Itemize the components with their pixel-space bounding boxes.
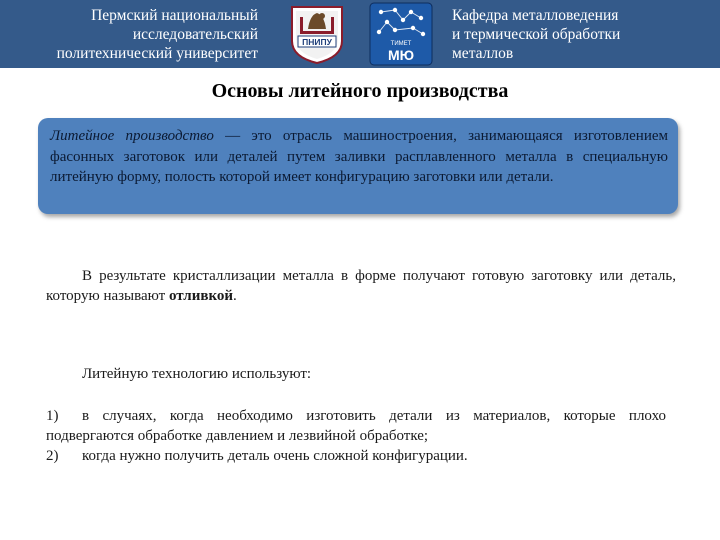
list-item-text: когда нужно получить деталь очень сложной конфигурации. — [82, 448, 468, 464]
paragraph-casting-text: В результате кристаллизации металла в форме получают готовую заготовку или деталь, которую называют — [46, 268, 676, 304]
university-line: Пермский национальный — [91, 7, 258, 24]
list-item — [46, 446, 666, 466]
definition-box — [38, 118, 678, 214]
department-logo-small-text: ТИМЕТ — [390, 41, 412, 47]
university-logo-text: ПНИПУ — [302, 37, 332, 47]
department-line: и термической обработки — [452, 26, 621, 43]
slide-title: Основы литейного производства — [211, 80, 509, 102]
paragraph-casting-term: отливкой — [169, 288, 234, 304]
department-logo-text: МЮ — [387, 47, 415, 63]
university-logo — [286, 3, 348, 65]
paragraph-usage-intro: Литейную технологию используют: — [82, 366, 312, 382]
department-name — [452, 6, 712, 63]
definition-body: — это отрасль машиностроения, занимающаяся изготовлением фасонных заготовок или деталей путем заливки расплавленного металла в специальную литейную форму, полость которой имеет конфигурацию заготовки или детали. — [50, 128, 669, 185]
usage-list — [46, 406, 666, 466]
paragraph-casting-end: . — [233, 288, 237, 304]
university-line: исследовательский — [132, 26, 258, 43]
list-item-number: 1) — [46, 408, 59, 424]
list-item — [46, 406, 666, 446]
header-bar — [0, 0, 720, 68]
department-line: Кафедра металловедения — [452, 7, 619, 24]
list-item-number: 2) — [46, 448, 59, 464]
definition-text — [50, 126, 668, 188]
definition-term: Литейное производство — [50, 128, 214, 144]
paragraph-casting — [46, 266, 676, 306]
department-line: металлов — [452, 45, 514, 62]
university-name — [0, 6, 258, 63]
department-logo — [369, 2, 433, 66]
list-item-text: в случаях, когда необходимо изготовить детали из материалов, которые плохо подвергаются обработке давлением и лезвийной обработке; — [46, 408, 666, 444]
university-line: политехнический университет — [56, 45, 258, 62]
